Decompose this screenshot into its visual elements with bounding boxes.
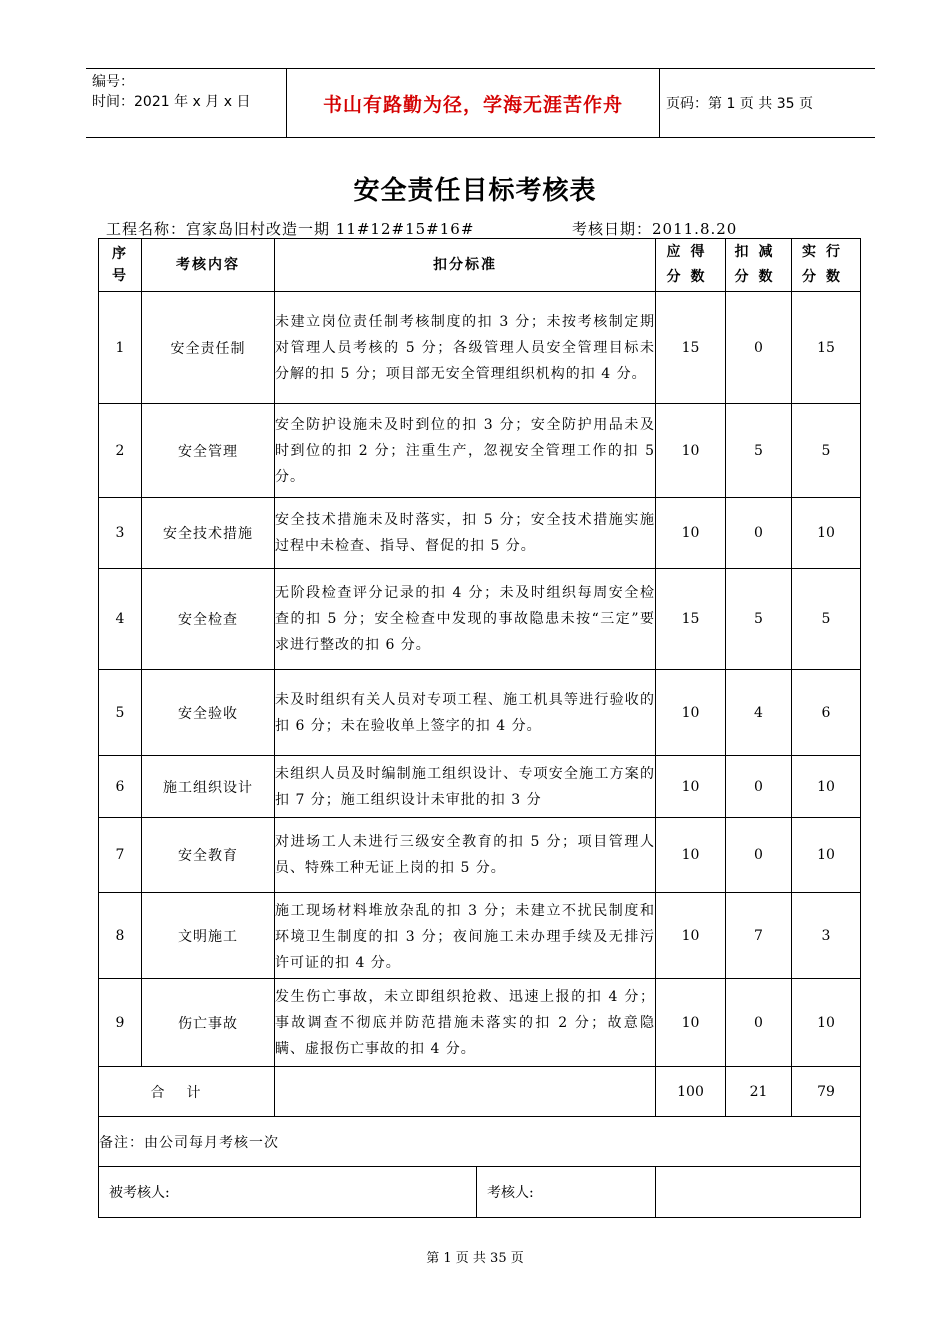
row-standard: 未建立岗位责任制考核制度的扣 3 分；未按考核制定期对管理人员考核的 5 分；各级管理人员安全管理目标未分解的扣 5 分；项目部无安全管理组织机构的扣 4 分。 [275,292,656,404]
col-deduct: 扣减分数 [726,239,792,292]
row-actual-score: 3 [792,893,861,979]
row-due-score: 15 [656,292,726,404]
row-item: 安全技术措施 [142,498,275,569]
col-standard: 扣分标准 [275,239,656,292]
table-row [99,756,861,818]
table-row [99,979,861,1067]
row-number: 1 [99,292,142,404]
row-item: 安全管理 [142,404,275,498]
assessment-table [98,238,861,1218]
examiner-label: 考核人: [487,1185,534,1201]
table-row [99,404,861,498]
row-actual-score: 15 [792,292,861,404]
row-number: 6 [99,756,142,818]
row-actual-score: 10 [792,979,861,1067]
header-left [86,69,286,137]
project-name: 工程名称：宫家岛旧村改造一期 11#12#15#16# [106,220,475,238]
row-item: 安全验收 [142,670,275,756]
row-deduct-score: 0 [726,498,792,569]
page-footer: 第 1 页 共 35 页 [426,1251,524,1266]
total-due: 100 [656,1067,726,1117]
number-label: 编号： [92,74,134,90]
row-number: 5 [99,670,142,756]
row-deduct-score: 5 [726,404,792,498]
row-actual-score: 5 [792,569,861,670]
row-due-score: 10 [656,498,726,569]
col-seq: 序号 [99,239,142,292]
row-number: 3 [99,498,142,569]
total-actual: 79 [792,1067,861,1117]
row-due-score: 10 [656,756,726,818]
row-due-score: 10 [656,404,726,498]
motto: 书山有路勤为径，学海无涯苦作舟 [286,69,660,137]
row-standard: 对进场工人未进行三级安全教育的扣 5 分；项目管理人员、特殊工种无证上岗的扣 5 分。 [275,818,656,893]
examinee-label: 被考核人: [99,1167,477,1217]
table-header-row [99,239,861,292]
row-actual-score: 10 [792,498,861,569]
row-actual-score: 6 [792,670,861,756]
table-row [99,893,861,979]
table-row [99,670,861,756]
row-due-score: 10 [656,818,726,893]
row-standard: 安全技术措施未及时落实，扣 5 分；安全技术措施实施过程中未检查、指导、督促的扣 5 分。 [275,498,656,569]
row-deduct-score: 7 [726,893,792,979]
row-deduct-score: 5 [726,569,792,670]
row-item: 施工组织设计 [142,756,275,818]
note-row [99,1117,861,1167]
row-number: 2 [99,404,142,498]
page-header [86,68,875,138]
row-actual-score: 5 [792,404,861,498]
signature-row [99,1167,861,1218]
time-label: 时间：2021 年 x 月 x 日 [92,94,251,110]
row-deduct-score: 0 [726,756,792,818]
row-actual-score: 10 [792,756,861,818]
row-item: 安全教育 [142,818,275,893]
row-deduct-score: 0 [726,818,792,893]
table-row [99,292,861,404]
page-info: 页码：第 1 页 共 35 页 [666,96,813,112]
total-label: 合计 [99,1067,275,1117]
row-item: 安全责任制 [142,292,275,404]
row-standard: 施工现场材料堆放杂乱的扣 3 分；未建立不扰民制度和环境卫生制度的扣 3 分；夜间施工未办理手续及无排污许可证的扣 4 分。 [275,893,656,979]
col-actual: 实行分数 [792,239,861,292]
row-item: 文明施工 [142,893,275,979]
total-standard-blank [275,1067,656,1117]
row-number: 4 [99,569,142,670]
table-row [99,498,861,569]
row-due-score: 15 [656,569,726,670]
row-due-score: 10 [656,979,726,1067]
row-deduct-score: 0 [726,292,792,404]
total-deduct: 21 [726,1067,792,1117]
row-item: 伤亡事故 [142,979,275,1067]
row-standard: 安全防护设施未及时到位的扣 3 分；安全防护用品未及时到位的扣 2 分；注重生产，忽视安全管理工作的扣 5 分。 [275,404,656,498]
row-standard: 无阶段检查评分记录的扣 4 分；未及时组织每周安全检查的扣 5 分；安全检查中发现的事故隐患未按“三定”要求进行整改的扣 6 分。 [275,569,656,670]
assessment-date: 考核日期：2011.8.20 [572,220,738,238]
row-number: 7 [99,818,142,893]
row-due-score: 10 [656,670,726,756]
total-row [99,1067,861,1117]
row-item: 安全检查 [142,569,275,670]
row-due-score: 10 [656,893,726,979]
table-row [99,818,861,893]
row-standard: 发生伤亡事故，未立即组织抢救、迅速上报的扣 4 分；事故调查不彻底并防范措施未落实的扣 2 分；故意隐瞒、虚报伤亡事故的扣 4 分。 [275,979,656,1067]
row-number: 8 [99,893,142,979]
row-deduct-score: 4 [726,670,792,756]
row-standard: 未及时组织有关人员对专项工程、施工机具等进行验收的扣 6 分；未在验收单上签字的扣 4 分。 [275,670,656,756]
page-title: 安全责任目标考核表 [353,176,597,206]
row-number: 9 [99,979,142,1067]
row-standard: 未组织人员及时编制施工组织设计、专项安全施工方案的扣 7 分；施工组织设计未审批的扣 3 分 [275,756,656,818]
col-item: 考核内容 [142,239,275,292]
note: 备注：由公司每月考核一次 [99,1117,861,1167]
row-actual-score: 10 [792,818,861,893]
row-deduct-score: 0 [726,979,792,1067]
col-due: 应得分数 [656,239,726,292]
table-row [99,569,861,670]
